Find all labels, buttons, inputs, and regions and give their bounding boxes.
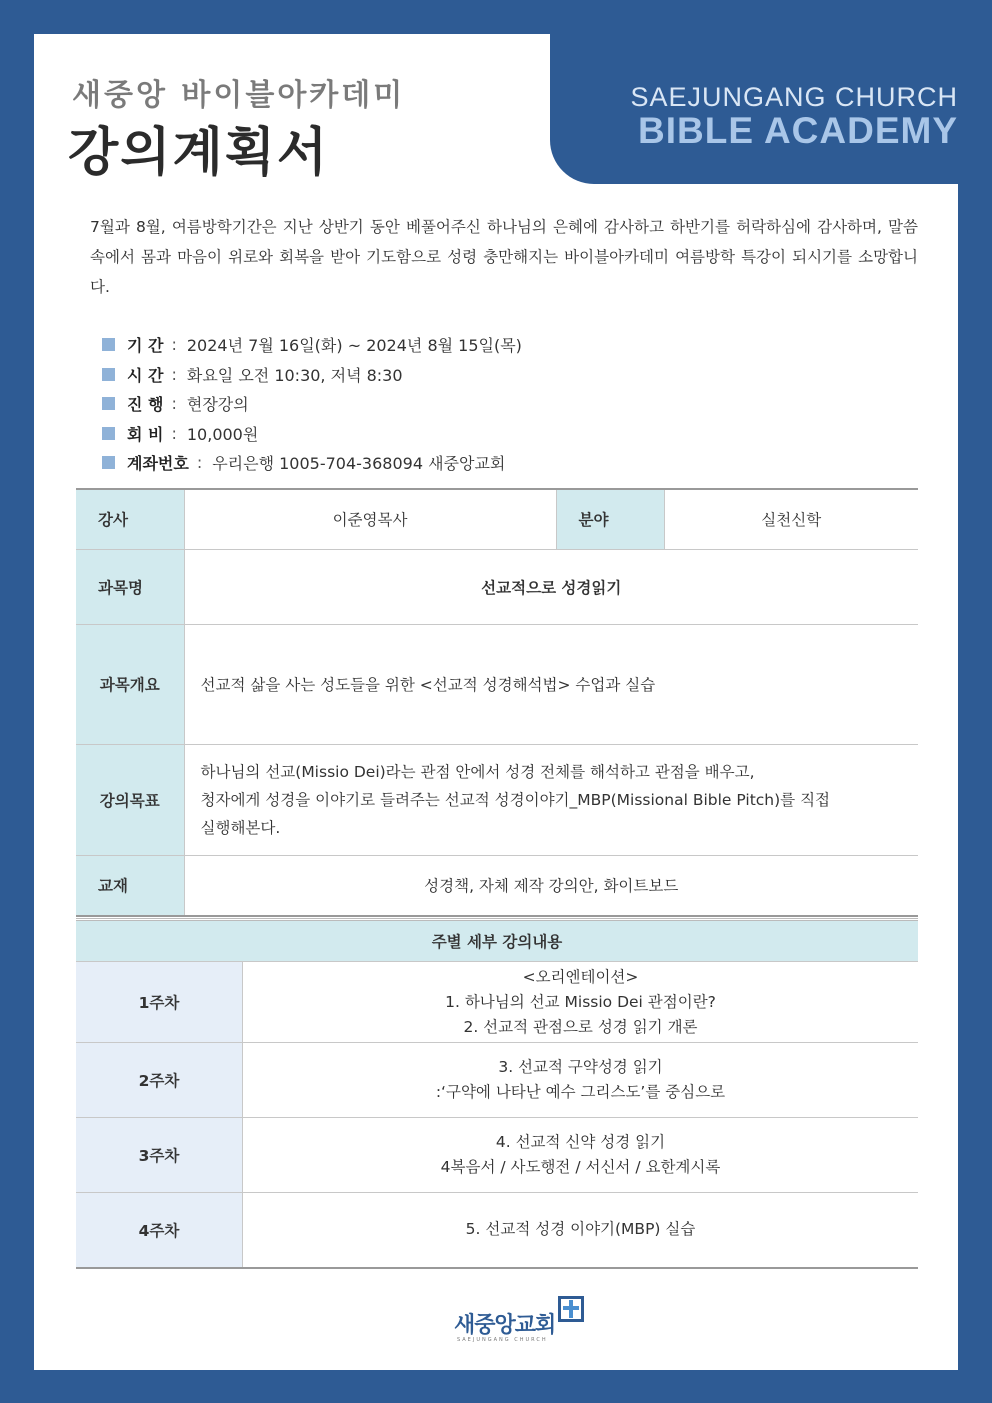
colon-separator: : — [171, 423, 177, 443]
week-content — [243, 1193, 919, 1268]
church-logo — [454, 1296, 594, 1348]
academy-subtitle: 새중앙 바이블아카데미 — [72, 78, 406, 113]
colon-separator: : — [171, 394, 177, 414]
weekly-header: 주별 세부 강의내용 — [76, 920, 918, 962]
week-line: 2. 선교적 관점으로 성경 읽기 개론 — [463, 1017, 698, 1036]
week-label: 1주차 — [76, 962, 243, 1043]
table-row — [76, 1118, 918, 1193]
goal-value — [184, 744, 918, 855]
instructor-label: 강사 — [76, 489, 184, 549]
week-label: 3주차 — [76, 1118, 243, 1193]
goal-label: 강의목표 — [76, 744, 184, 855]
goal-line: 실행해본다. — [200, 818, 281, 837]
week-content — [243, 1043, 919, 1118]
info-label: 회 비 — [127, 424, 164, 444]
subject-value: 선교적으로 성경읽기 — [184, 549, 918, 624]
field-value: 실천신학 — [664, 489, 918, 549]
colon-separator: : — [171, 364, 177, 384]
info-item-period — [102, 330, 902, 360]
table-row — [76, 744, 918, 855]
course-table — [76, 488, 918, 917]
bullet-square-icon — [102, 397, 115, 410]
week-content — [243, 1118, 919, 1193]
overview-value: 선교적 삶을 사는 성도들을 위한 <선교적 성경해석법> 수업과 실습 — [184, 624, 918, 744]
table-row — [76, 1043, 918, 1118]
info-label: 기 간 — [127, 336, 164, 356]
info-item-account — [102, 448, 902, 478]
colon-separator: : — [171, 335, 177, 355]
week-line: 1. 하나님의 선교 Missio Dei 관점이란? — [445, 992, 716, 1011]
info-value: 2024년 7월 16일(화) ~ 2024년 8월 15일(목) — [186, 336, 522, 356]
info-item-fee — [102, 419, 902, 449]
subject-label: 과목명 — [76, 549, 184, 624]
colon-separator: : — [196, 453, 203, 473]
info-value: 우리은행 1005-704-368094 새중앙교회 — [212, 454, 506, 474]
table-row — [76, 1193, 918, 1268]
info-label: 시 간 — [127, 365, 164, 385]
english-academy-name: BIBLE ACADEMY — [638, 110, 958, 151]
bullet-square-icon — [102, 338, 115, 351]
week-line: 5. 선교적 성경 이야기(MBP) 실습 — [465, 1220, 696, 1239]
week-line: :‘구약에 나타난 예수 그리스도’를 중심으로 — [435, 1083, 726, 1101]
table-row — [76, 549, 918, 624]
table-row — [76, 962, 918, 1043]
info-label: 계좌번호 — [127, 454, 189, 474]
week-line: <오리엔테이션> — [522, 967, 639, 986]
table-row — [76, 855, 918, 916]
bullet-square-icon — [102, 427, 115, 440]
overview-label: 과목개요 — [76, 624, 184, 744]
intro-paragraph: 7월과 8월, 여름방학기간은 지난 상반기 동안 베풀어주신 하나님의 은혜에 감사하고 하반기를 허락하심에 감사하며, 말씀 속에서 몸과 마음이 위로와 회복을 받아 기도함으로 성령 충만해지는 바이블아카데미 여름방학 특강이 되시기를 소망합니다. — [90, 218, 918, 296]
table-header-row — [76, 920, 918, 962]
bullet-square-icon — [102, 368, 115, 381]
week-label: 4주차 — [76, 1193, 243, 1268]
week-line: 3. 선교적 구약성경 읽기 — [498, 1058, 663, 1076]
instructor-value: 이준영목사 — [184, 489, 556, 549]
field-label: 분야 — [556, 489, 664, 549]
goal-line: 청자에게 성경을 이야기로 들려주는 선교적 성경이야기_MBP(Missional Bible Pitch)를 직접 — [200, 790, 831, 809]
info-value: 현장강의 — [186, 395, 249, 415]
church-cross-logo-icon — [558, 1296, 584, 1322]
info-label: 진 행 — [127, 395, 164, 415]
week-line: 4. 선교적 신약 성경 읽기 — [495, 1133, 666, 1151]
info-list — [102, 330, 902, 478]
document-sheet — [34, 34, 958, 1370]
table-row — [76, 624, 918, 744]
logo-subtext: SAEJUNGANG CHURCH — [457, 1337, 548, 1343]
week-content — [243, 962, 919, 1043]
material-value: 성경책, 자체 제작 강의안, 화이트보드 — [184, 855, 918, 916]
info-value: 화요일 오전 10:30, 저녁 8:30 — [186, 365, 403, 385]
header-corner-panel — [550, 34, 958, 184]
info-value: 10,000원 — [186, 424, 259, 444]
material-label: 교재 — [76, 855, 184, 916]
table-row — [76, 489, 918, 549]
info-item-time — [102, 360, 902, 390]
bullet-square-icon — [102, 456, 115, 469]
week-line: 4복음서 / 사도행전 / 서신서 / 요한계시록 — [440, 1158, 721, 1176]
logo-text: 새중앙교회 — [454, 1313, 556, 1338]
goal-line: 하나님의 선교(Missio Dei)라는 관점 안에서 성경 전체를 해석하고 관점을 배우고, — [200, 762, 755, 781]
weekly-schedule-table — [76, 918, 918, 1269]
info-item-format — [102, 389, 902, 419]
week-label: 2주차 — [76, 1043, 243, 1118]
page-title: 강의계획서 — [68, 123, 330, 183]
english-church-name: SAEJUNGANG CHURCH — [630, 82, 958, 112]
